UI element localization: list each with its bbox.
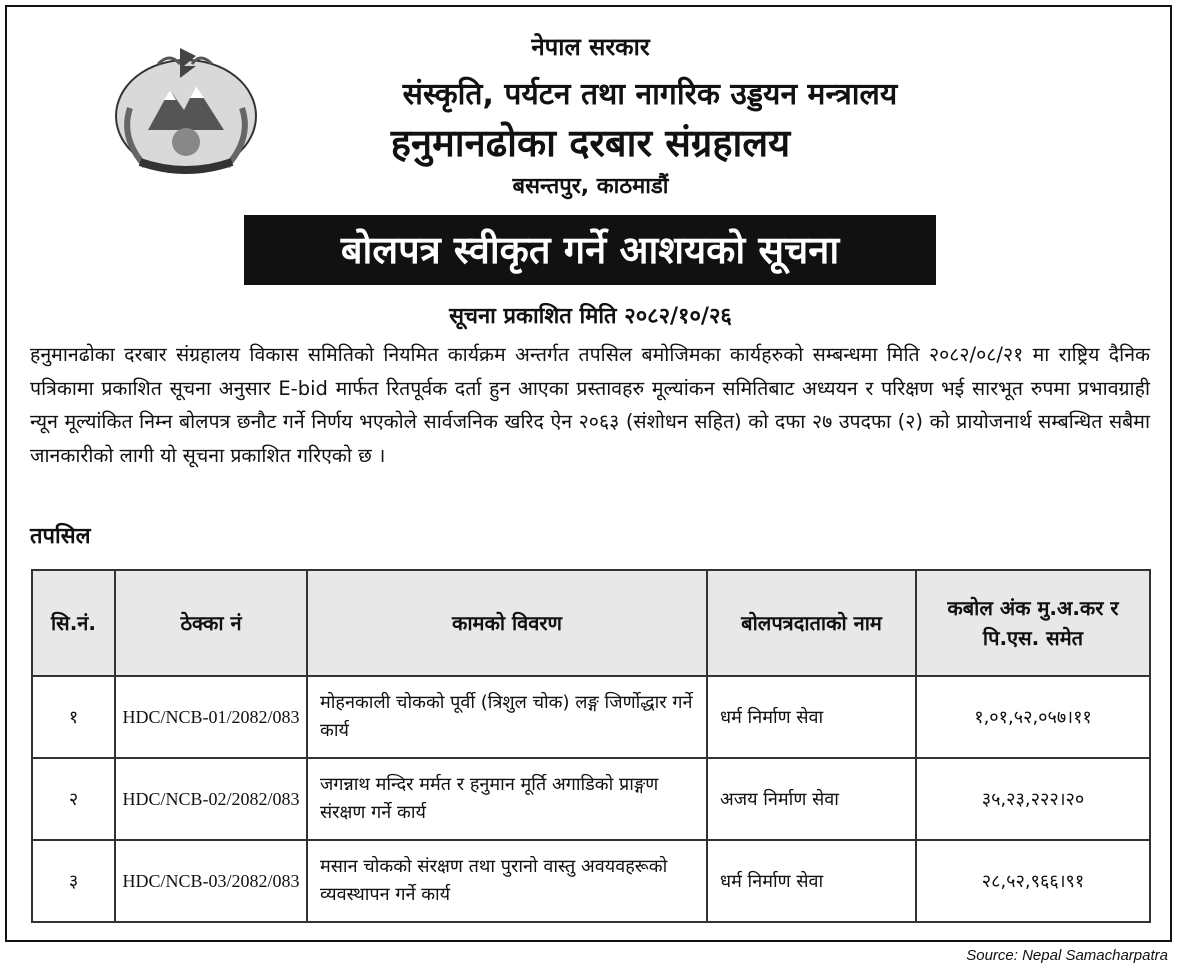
office-name: हनुमानढोका दरबार संग्रहालय — [390, 121, 791, 165]
row-contract: HDC/NCB-01/2082/083 — [115, 676, 307, 758]
row-contract: HDC/NCB-03/2082/083 — [115, 840, 307, 922]
row-sn: ३ — [32, 840, 115, 922]
header-sn: सि.नं. — [32, 570, 115, 676]
office-address: बसन्तपुर, काठमाडौं — [512, 174, 669, 199]
header-bidder: बोलपत्रदाताको नाम — [707, 570, 916, 676]
row-contract: HDC/NCB-02/2082/083 — [115, 758, 307, 840]
table-header-row — [32, 570, 1150, 676]
notice-body: हनुमानढोका दरबार संग्रहालय विकास समितिको नियमित कार्यक्रम अन्तर्गत तपसिल बमोजिमका कार्यहरुको सम्बन्धमा मिति २०८२/०८/२१ मा राष्ट्रिय दैनिक पत्रिकामा प्रकाशित सूचना अनुसार E-bid मार्फत रितपूर्वक दर्ता हुन आएका प्रस्तावहरु मूल्यांकन समितिबाट अध्ययन र परिक्षण भई सारभूत रुपमा प्रभावग्राही न्यून मूल्यांकित निम्न बोलपत्र छनौट गर्ने निर्णय भएकोले सार्वजनिक खरिद ऐन २०६३ (संशोधन सहित) को दफा २७ उपदफा (२) को प्रायोजनार्थ सम्बन्धित सबैमा जानकारीको लागी यो सूचना प्रकाशित गरिएको छ । — [30, 343, 1150, 467]
published-date: सूचना प्रकाशित मिति २०८२/१०/२६ — [449, 304, 732, 329]
header-description: कामको विवरण — [307, 570, 707, 676]
row-sn: १ — [32, 676, 115, 758]
source-credit: Source: Nepal Samacharpatra — [966, 947, 1168, 964]
row-bidder: धर्म निर्माण सेवा — [707, 840, 916, 922]
section-label: तपसिल — [30, 524, 91, 549]
row-description: मसान चोकको संरक्षण तथा पुरानो वास्तु अवयवहरूको व्यवस्थापन गर्ने कार्य — [307, 840, 707, 922]
table-row — [32, 676, 1150, 758]
row-description: जगन्नाथ मन्दिर मर्मत र हनुमान मूर्ति अगाडिको प्राङ्गण संरक्षण गर्ने कार्य — [307, 758, 707, 840]
ministry-name: संस्कृति, पर्यटन तथा नागरिक उड्डयन मन्त्रालय — [402, 77, 898, 112]
government-name: नेपाल सरकार — [531, 33, 650, 61]
row-description: मोहनकाली चोकको पूर्वी (त्रिशुल चोक) लङ्ग जिर्णोद्धार गर्ने कार्य — [307, 676, 707, 758]
row-bidder: अजय निर्माण सेवा — [707, 758, 916, 840]
table-row — [32, 840, 1150, 922]
row-bidder: धर्म निर्माण सेवा — [707, 676, 916, 758]
table-row — [32, 758, 1150, 840]
header-amount: कबोल अंक मु.अ.कर र पि.एस. समेत — [916, 570, 1150, 676]
row-amount: १,०१,५२,०५७।११ — [916, 676, 1150, 758]
header-contract: ठेक्का नं — [115, 570, 307, 676]
bid-table — [31, 569, 1151, 923]
notice-title: बोलपत्र स्वीकृत गर्ने आशयको सूचना — [244, 215, 936, 285]
row-sn: २ — [32, 758, 115, 840]
row-amount: ३५,२३,२२२।२० — [916, 758, 1150, 840]
row-amount: २८,५२,९६६।९१ — [916, 840, 1150, 922]
